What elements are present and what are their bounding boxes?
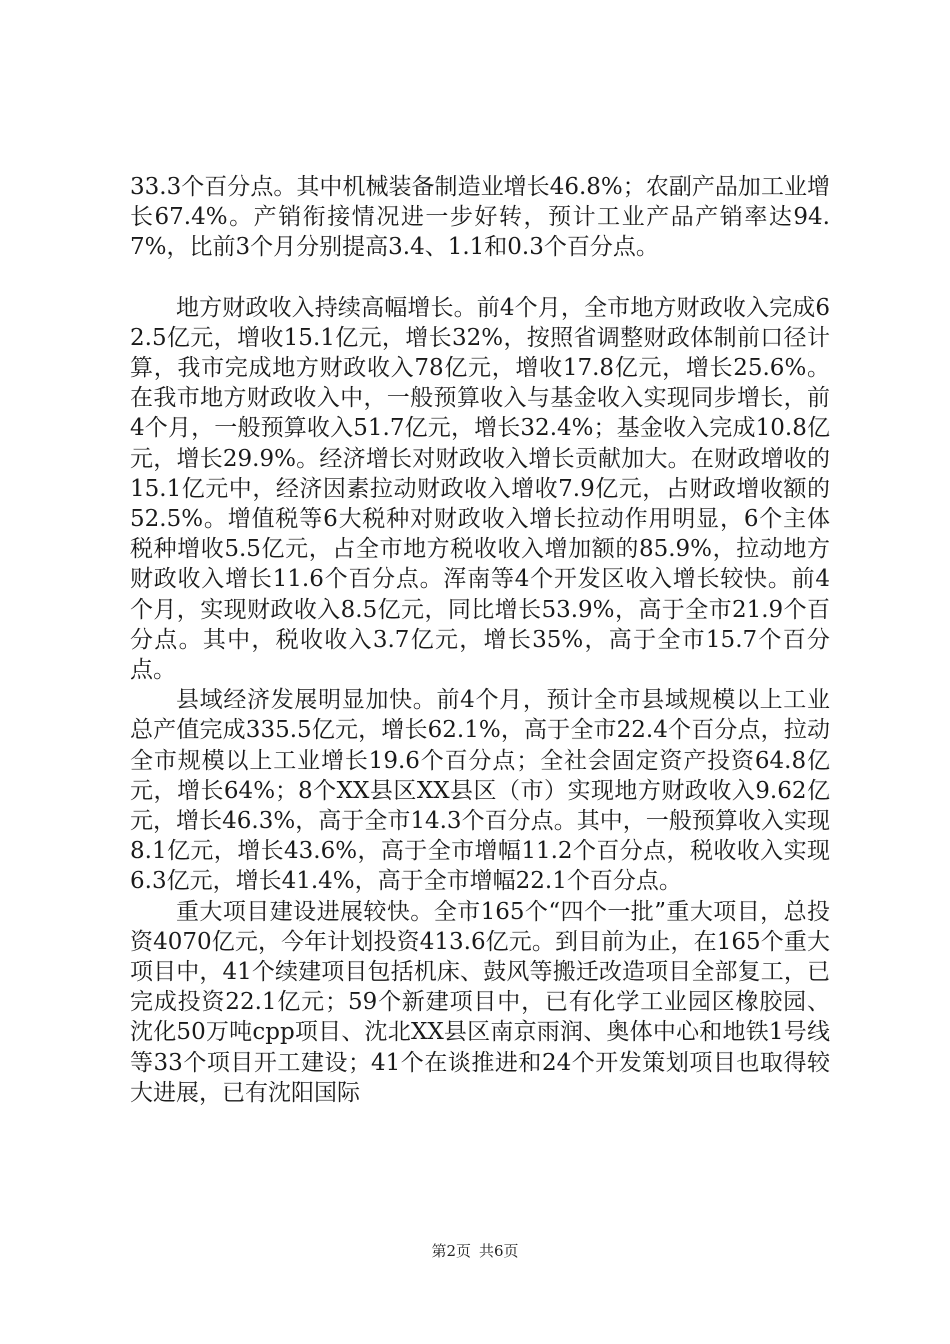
paragraph-gap [130,263,830,293]
page-footer [0,1240,950,1261]
paragraph-major-projects: 重大项目建设进展较快。全市165个“四个一批”重大项目，总投资4070亿元，今年计划投资413.6亿元。到目前为止，在165个重大项目中，41个续建项目包括机床、鼓风等搬迁改造项目全部复工，已完成投资22.1亿元；59个新建项目中，已有化学工业园区橡胶园、沈化50万吨cpp项目、沈北XX县区南京雨润、奥体中心和地铁1号线等33个项目开工建设；41个在谈推进和24个开发策划项目也取得较大进展，已有沈阳国际 [130,898,830,1106]
paragraph-county-economy: 县域经济发展明显加快。前4个月，预计全市县域规模以上工业总产值完成335.5亿元，增长62.1%，高于全市22.4个百分点，拉动全市规模以上工业增长19.6个百分点；全社会固定资产投资64.8亿元，增长64%；8个XX县区XX县区（市）实现地方财政收入9.62亿元，增长46.3%，高于全市14.3个百分点。其中，一般预算收入实现8.1亿元，增长43.6%，高于全市增幅11.2个百分点，税收收入实现6.3亿元，增长41.4%，高于全市增幅22.1个百分点。 [130,687,830,895]
paragraph-fiscal-revenue: 地方财政收入持续高幅增长。前4个月，全市地方财政收入完成62.5亿元，增收15.1亿元，增长32%，按照省调整财政体制前口径计算，我市完成地方财政收入78亿元，增收17.8亿元，增长25.6%。在我市地方财政收入中，一般预算收入与基金收入实现同步增长，前4个月，一般预算收入51.7亿元，增长32.4%；基金收入完成10.8亿元，增长29.9%。经济增长对财政收入增长贡献加大。在财政增收的15.1亿元中，经济因素拉动财政收入增收7.9亿元，占财政增收额的52.5%。增值税等6大税种对财政收入增长拉动作用明显，6个主体税种增收5.5亿元，占全市地方税收收入增加额的85.9%，拉动地方财政收入增长11.6个百分点。浑南等4个开发区收入增长较快。前4个月，实现财政收入8.5亿元，同比增长53.9%，高于全市21.9个百分点。其中，税收收入3.7亿元，增长35%，高于全市15.7个百分点。 [130,294,830,684]
page-total: 共6页 [479,1242,519,1260]
document-body [130,172,830,1108]
paragraph-industry-continued: 33.3个百分点。其中机械装备制造业增长46.8%；农副产品加工业增长67.4%。产销衔接情况进一步好转，预计工业产品产销率达94.7%，比前3个月分别提高3.4、1.1和0.3个百分点。 [130,174,830,261]
page-number: 第2页 [431,1242,471,1260]
